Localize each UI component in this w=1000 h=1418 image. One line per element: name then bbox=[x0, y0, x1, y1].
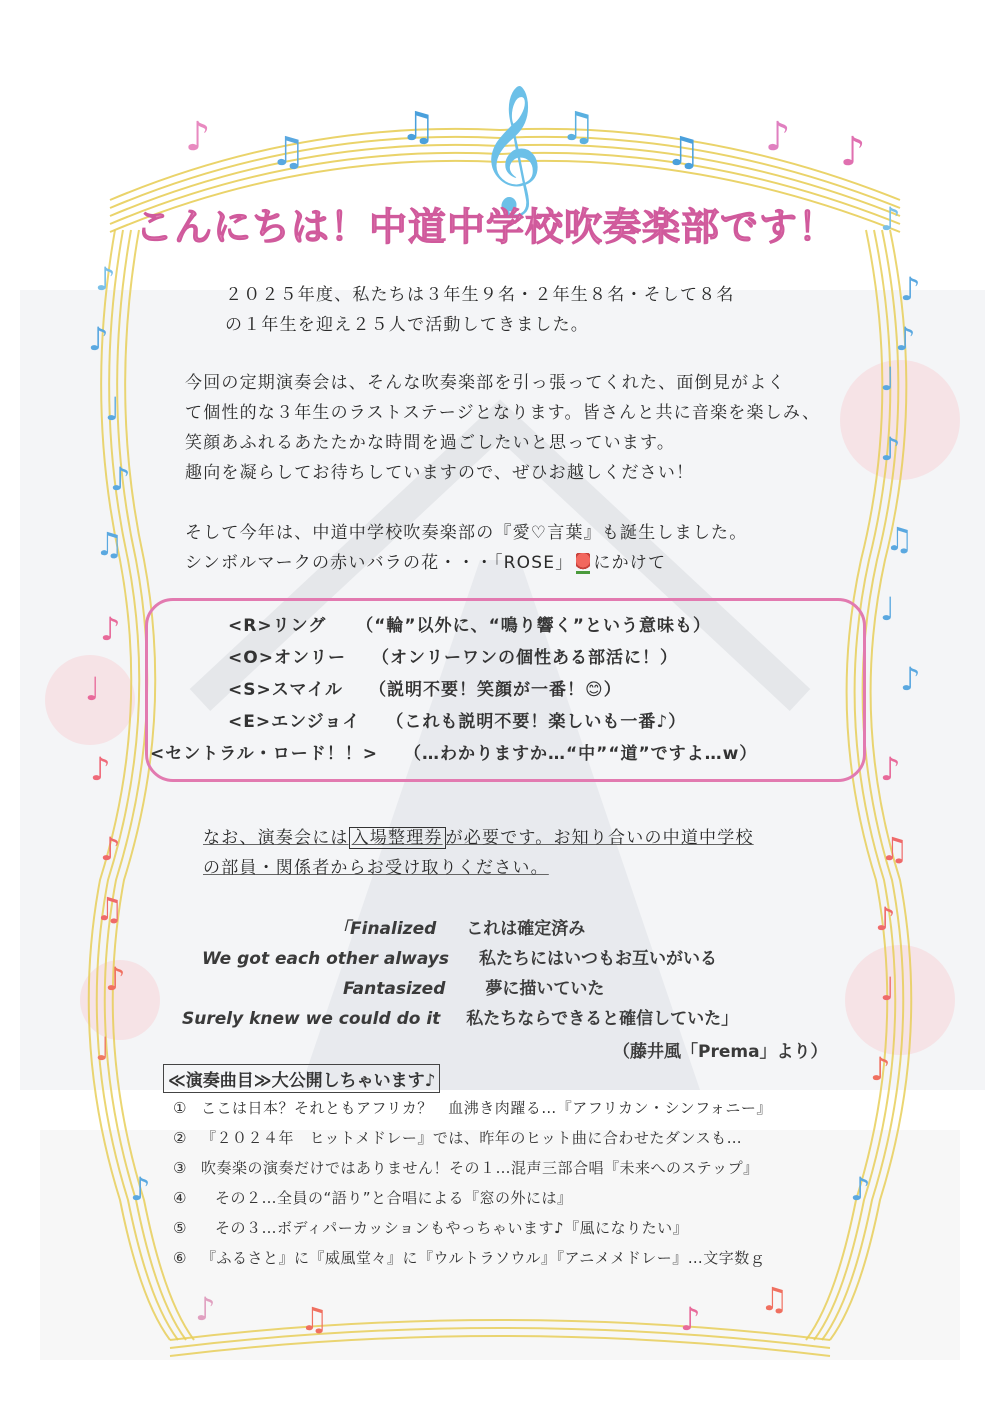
concert-line-1: 今回の定期演奏会は、そんな吹奏楽部を引っ張ってくれた、面倒見がよく bbox=[185, 373, 786, 393]
treble-clef-icon: 𝄞 bbox=[478, 83, 544, 211]
svg-text:♪: ♪ bbox=[880, 750, 901, 788]
program-item bbox=[173, 1127, 742, 1148]
svg-text:♪: ♪ bbox=[100, 610, 121, 648]
svg-text:♪: ♪ bbox=[850, 1170, 871, 1208]
svg-text:♫: ♫ bbox=[270, 129, 306, 175]
lyric-jp: これは確定済み bbox=[466, 919, 586, 939]
program-item bbox=[173, 1217, 688, 1238]
svg-text:♫: ♫ bbox=[300, 1300, 329, 1338]
svg-text:♩: ♩ bbox=[85, 670, 101, 708]
acronym-key: <R>リング bbox=[228, 616, 327, 636]
program-item-number: ① bbox=[173, 1099, 187, 1117]
acronym-desc: （説明不要！笑顔が一番！😊） bbox=[369, 680, 622, 700]
svg-text:♫: ♫ bbox=[400, 104, 436, 150]
svg-text:♫: ♫ bbox=[885, 520, 914, 558]
svg-text:♪: ♪ bbox=[900, 660, 921, 698]
svg-text:♩: ♩ bbox=[880, 970, 896, 1008]
page-title: こんにちは！中道中学校吹奏楽部です！ bbox=[135, 205, 838, 249]
svg-text:♪: ♪ bbox=[900, 270, 921, 308]
program-item bbox=[173, 1187, 573, 1208]
intro-line-2: の１年生を迎え２５人で活動してきました。 bbox=[225, 315, 589, 335]
svg-text:♪: ♪ bbox=[195, 1290, 216, 1328]
lyric-jp: 私たちにはいつもお互いがいる bbox=[479, 949, 717, 969]
svg-text:♪: ♪ bbox=[895, 320, 916, 358]
lyric-en: Fantasized bbox=[343, 979, 446, 999]
svg-text:♪: ♪ bbox=[880, 200, 901, 238]
svg-text:♫: ♫ bbox=[665, 129, 701, 175]
program-item-text: 『ふるさと』に『威風堂々』に『ウルトラソウル』『アニメメドレー』…文字数ｇ bbox=[200, 1249, 766, 1267]
acronym-desc: （“輪”以外に、“鳴り響く”という意味も） bbox=[356, 616, 711, 636]
program-heading: ≪演奏曲目≫大公開しちゃいます♪ bbox=[163, 1064, 440, 1093]
lyric-row-4 bbox=[182, 1004, 738, 1029]
svg-text:♪: ♪ bbox=[680, 1300, 701, 1338]
svg-text:♪: ♪ bbox=[185, 114, 211, 160]
program-item-text: ここは日本？それともアフリカ？ 血沸き肉躍る…『アフリカン・シンフォニー』 bbox=[200, 1099, 772, 1117]
acronym-s bbox=[228, 675, 622, 700]
program-item-number: ⑥ bbox=[173, 1249, 187, 1267]
ticket-line-1 bbox=[203, 823, 754, 853]
svg-text:♪: ♪ bbox=[765, 114, 791, 160]
lyric-row-1 bbox=[333, 914, 585, 939]
motto-line-2 bbox=[185, 548, 666, 578]
concert-line-3: 笑顔あふれるあたたかな時間を過ごしたいと思っています。 bbox=[185, 433, 676, 453]
ticket-line-1-post: が必要です。お知り合いの中道中学校 bbox=[445, 828, 754, 848]
program-item-number: ⑤ bbox=[173, 1219, 187, 1237]
ticket-highlight: 入場整理券 bbox=[349, 827, 446, 849]
concert-line-2: て個性的な３年生のラストステージとなります。皆さんと共に音楽を楽しみ、 bbox=[185, 403, 821, 423]
lyric-row-2 bbox=[202, 944, 717, 969]
acronym-o bbox=[228, 643, 678, 668]
lyric-jp: 夢に描いていた bbox=[485, 979, 605, 999]
lyric-en: Surely knew we could do it bbox=[182, 1009, 441, 1029]
svg-text:♪: ♪ bbox=[88, 320, 109, 358]
svg-text:♩: ♩ bbox=[95, 1030, 111, 1068]
lyric-jp: 私たちならできると確信していた」 bbox=[466, 1009, 739, 1029]
program-item-number: ③ bbox=[173, 1159, 187, 1177]
intro-line-1: ２０２５年度、私たちは３年生９名・２年生８名・そして８名 bbox=[225, 285, 735, 305]
lyric-en: We got each other always bbox=[202, 949, 449, 969]
svg-text:♪: ♪ bbox=[110, 460, 131, 498]
program-item-number: ④ bbox=[173, 1189, 187, 1207]
svg-text:♫: ♫ bbox=[760, 1280, 789, 1318]
ticket-line-2: の部員・関係者からお受け取りください。 bbox=[203, 858, 549, 878]
motto-line-2-suffix: にかけて bbox=[593, 553, 667, 573]
svg-text:♪: ♪ bbox=[100, 830, 121, 868]
svg-text:♫: ♫ bbox=[560, 104, 596, 150]
svg-text:♪: ♪ bbox=[875, 900, 896, 938]
lyric-row-3 bbox=[343, 974, 604, 999]
acronym-desc: （オンリーワンの個性ある部活に！） bbox=[371, 648, 678, 668]
lyric-en: 「Finalized bbox=[333, 919, 437, 939]
svg-text:♪: ♪ bbox=[90, 750, 111, 788]
rose-icon bbox=[576, 553, 590, 574]
motto-line-1: そして今年は、中道中学校吹奏楽部の『愛♡言葉』も誕生しました。 bbox=[185, 523, 748, 543]
acronym-r bbox=[228, 611, 711, 636]
svg-text:♪: ♪ bbox=[105, 960, 126, 998]
svg-text:♩: ♩ bbox=[880, 590, 896, 628]
acronym-key: <セントラル・ロード！！> bbox=[150, 744, 378, 764]
acronym-key: <S>スマイル bbox=[228, 680, 344, 700]
lyrics-credit: （藤井風「Prema」より） bbox=[613, 1042, 828, 1062]
program-item-number: ② bbox=[173, 1129, 187, 1147]
motto-line-2-text: シンボルマークの赤いバラの花・・・「ROSE」 bbox=[185, 553, 574, 573]
program-item bbox=[173, 1247, 765, 1268]
program-item-text: その２…全員の“語り”と合唱による『窓の外には』 bbox=[214, 1189, 573, 1207]
svg-text:♪: ♪ bbox=[880, 430, 901, 468]
acronym-key: <O>オンリー bbox=[228, 648, 346, 668]
program-item-text: その３…ボディパーカッションもやっちゃいます♪『風になりたい』 bbox=[214, 1219, 689, 1237]
svg-text:♪: ♪ bbox=[130, 1170, 151, 1208]
svg-text:♩: ♩ bbox=[880, 360, 896, 398]
ticket-line-1-pre: なお、演奏会には bbox=[203, 828, 349, 848]
acronym-e bbox=[228, 707, 686, 732]
acronym-central-road bbox=[150, 739, 757, 764]
concert-line-4: 趣向を凝らしてお待ちしていますので、ぜひお越しください！ bbox=[185, 463, 695, 483]
svg-text:♪: ♪ bbox=[95, 260, 116, 298]
program-item bbox=[173, 1157, 759, 1178]
svg-text:♪: ♪ bbox=[870, 1050, 891, 1088]
program-item-text: 『２０２４年 ヒットメドレー』では、昨年のヒット曲に合わせたダンスも… bbox=[200, 1129, 743, 1147]
acronym-desc: （これも説明不要！楽しいも一番♪） bbox=[386, 712, 687, 732]
svg-text:♫: ♫ bbox=[95, 525, 124, 563]
acronym-key: <E>エンジョイ bbox=[228, 712, 361, 732]
program-item bbox=[173, 1097, 772, 1118]
svg-text:♫: ♫ bbox=[880, 830, 909, 868]
program-item-text: 吹奏楽の演奏だけではありません！その１…混声三部合唱『未来へのステップ』 bbox=[200, 1159, 759, 1177]
svg-text:♪: ♪ bbox=[840, 129, 866, 175]
svg-text:♫: ♫ bbox=[95, 890, 124, 928]
svg-text:♩: ♩ bbox=[105, 390, 121, 428]
acronym-desc: （…わかりますか…“中”“道”ですよ…w） bbox=[403, 744, 758, 764]
